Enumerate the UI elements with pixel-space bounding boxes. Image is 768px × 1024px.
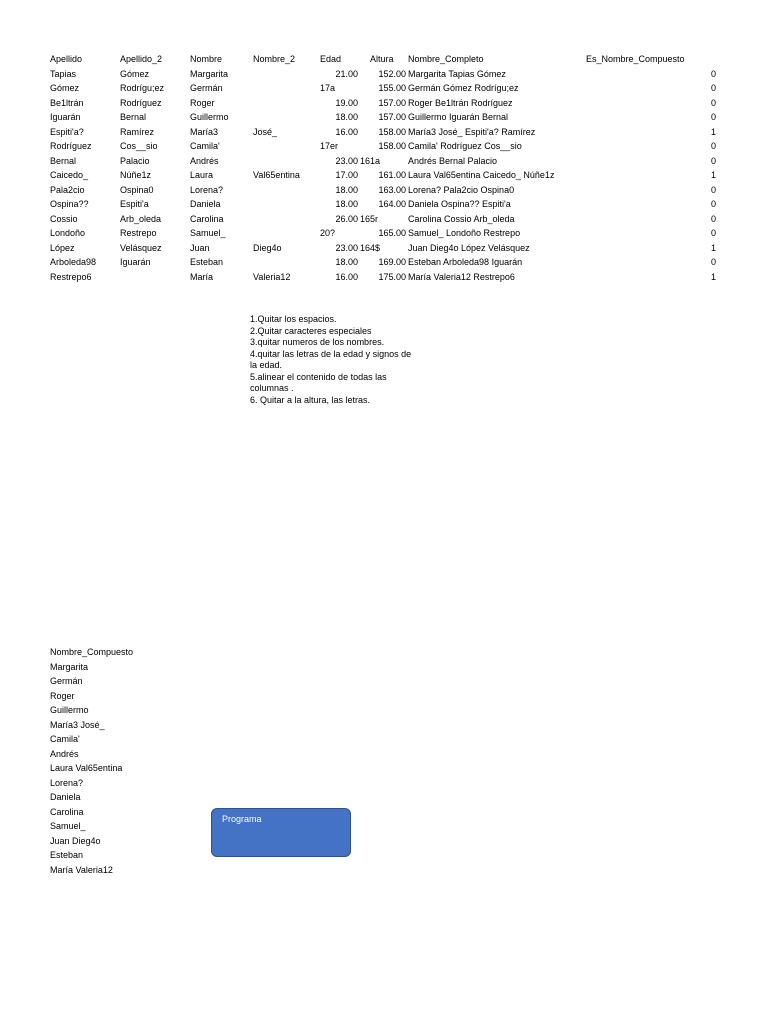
- cell-nombre-2[interactable]: Valeria12: [253, 271, 291, 282]
- cell-nombre[interactable]: María: [190, 271, 214, 282]
- cell-nombre-completo[interactable]: Margarita Tapias Gómez: [408, 68, 506, 79]
- cell-nombre-completo[interactable]: María3 José_ Espiti'a? Ramírez: [408, 126, 536, 137]
- cell-apellido-2[interactable]: Rodrígu;ez: [120, 83, 165, 93]
- cell-apellido[interactable]: Ospina??: [50, 199, 89, 209]
- header-es-nombre-compuesto[interactable]: Es_Nombre_Compuesto: [586, 54, 685, 64]
- spreadsheet-table: [50, 54, 730, 286]
- cell-apellido-2[interactable]: Gómez: [120, 68, 150, 79]
- cell-altura[interactable]: 157.00: [378, 112, 406, 122]
- list-item[interactable]: Roger: [50, 690, 75, 701]
- cell-apellido[interactable]: Caicedo_: [50, 170, 89, 180]
- list-item[interactable]: Camila': [50, 734, 80, 744]
- cell-altura[interactable]: 152.00: [378, 68, 406, 79]
- cell-altura[interactable]: 164.00: [378, 199, 406, 209]
- header-nombre-2[interactable]: Nombre_2: [253, 54, 296, 64]
- cell-altura[interactable]: 157.00: [378, 97, 406, 108]
- cell-nombre[interactable]: Margarita: [190, 68, 229, 79]
- cell-edad[interactable]: 18.00: [335, 184, 358, 195]
- table-row: [50, 185, 730, 200]
- table-row: [50, 272, 730, 287]
- list-item[interactable]: Germán: [50, 676, 83, 686]
- cell-apellido-2[interactable]: Rodríguez: [120, 97, 162, 108]
- list-item[interactable]: Juan Dieg4o: [50, 835, 101, 846]
- cell-es-nombre-compuesto[interactable]: 0: [710, 97, 716, 108]
- cell-apellido-2[interactable]: Ramírez: [120, 126, 155, 137]
- table-row: [50, 156, 730, 171]
- list-item[interactable]: Daniela: [50, 792, 81, 802]
- cell-apellido[interactable]: Be1ltrán: [50, 97, 84, 108]
- list-header[interactable]: Nombre_Compuesto: [50, 647, 134, 657]
- list-item[interactable]: María3 José_: [50, 719, 105, 730]
- list-item[interactable]: María Valeria12: [50, 864, 113, 875]
- cell-apellido[interactable]: Pala2cio: [50, 184, 85, 195]
- list-item[interactable]: Laura Val65entina: [50, 763, 123, 773]
- cell-apellido-2[interactable]: Arb_oleda: [120, 213, 162, 224]
- cell-nombre[interactable]: Camila': [190, 141, 220, 151]
- cell-apellido-2[interactable]: Velásquez: [120, 242, 162, 253]
- table-row: [50, 214, 730, 229]
- cell-edad[interactable]: 18.00: [335, 199, 358, 209]
- cell-apellido[interactable]: Restrepo6: [50, 271, 92, 282]
- cell-edad[interactable]: 23.00: [335, 242, 358, 253]
- cell-nombre[interactable]: Germán: [190, 83, 223, 93]
- cell-altura[interactable]: 165.00: [378, 228, 406, 238]
- table-row: [50, 243, 730, 258]
- cell-nombre[interactable]: Daniela: [190, 199, 221, 209]
- cell-nombre[interactable]: Carolina: [190, 213, 224, 224]
- cell-apellido-2[interactable]: Cos__sio: [120, 141, 158, 151]
- cell-es-nombre-compuesto[interactable]: 1: [710, 242, 716, 253]
- note-line: 2.Quitar caracteres especiales: [250, 325, 372, 336]
- list-item[interactable]: Guillermo: [50, 705, 89, 715]
- cell-apellido[interactable]: Rodríguez: [50, 141, 92, 151]
- cell-nombre-completo[interactable]: Laura Val65entina Caicedo_ Núñe1z: [408, 170, 555, 180]
- cell-altura[interactable]: 163.00: [378, 184, 406, 195]
- cell-nombre-completo[interactable]: Juan Dieg4o López Velásquez: [408, 242, 530, 253]
- cell-altura[interactable]: 155.00: [378, 83, 406, 93]
- cell-apellido[interactable]: Tapias: [50, 68, 77, 79]
- cell-altura[interactable]: 165r: [360, 213, 379, 224]
- cell-apellido-2[interactable]: Núñe1z: [120, 170, 152, 180]
- header-nombre-completo[interactable]: Nombre_Completo: [408, 54, 484, 64]
- cell-es-nombre-compuesto[interactable]: 0: [710, 213, 716, 224]
- cell-es-nombre-compuesto[interactable]: 0: [710, 199, 716, 209]
- cell-apellido-2[interactable]: Palacio: [120, 155, 150, 166]
- cell-nombre-completo[interactable]: Daniela Ospina?? Espiti'a: [408, 199, 511, 209]
- list-item[interactable]: Andrés: [50, 748, 79, 759]
- cell-apellido[interactable]: Cossio: [50, 213, 78, 224]
- cell-nombre[interactable]: María3: [190, 126, 219, 137]
- header-apellido[interactable]: Apellido: [50, 54, 83, 64]
- list-item[interactable]: Carolina: [50, 806, 84, 817]
- header-apellido-2[interactable]: Apellido_2: [120, 54, 163, 64]
- list-item[interactable]: Esteban: [50, 850, 84, 860]
- cell-es-nombre-compuesto[interactable]: 0: [710, 155, 716, 166]
- cell-edad[interactable]: 17er: [320, 141, 339, 151]
- note-line: 4.quitar las letras de la edad y signos de la edad.: [250, 348, 412, 370]
- cell-edad[interactable]: 17a: [320, 83, 336, 93]
- list-item[interactable]: Margarita: [50, 661, 89, 672]
- cell-edad[interactable]: 23.00: [335, 155, 358, 166]
- table-row: [50, 127, 730, 142]
- cell-nombre[interactable]: Juan: [190, 242, 210, 253]
- cell-es-nombre-compuesto[interactable]: 0: [710, 68, 716, 79]
- table-row: [50, 199, 730, 214]
- cell-nombre-completo[interactable]: Guillermo Iguarán Bernal: [408, 112, 509, 122]
- cell-apellido[interactable]: Gómez: [50, 83, 80, 93]
- cell-nombre-completo[interactable]: Roger Be1ltrán Rodríguez: [408, 97, 513, 108]
- cell-nombre[interactable]: Esteban: [190, 257, 224, 267]
- cell-apellido[interactable]: Bernal: [50, 155, 77, 166]
- cell-es-nombre-compuesto[interactable]: 1: [710, 271, 716, 282]
- cell-nombre[interactable]: Lorena?: [190, 184, 224, 195]
- cell-nombre-2[interactable]: Val65entina: [253, 170, 300, 180]
- table-row: [50, 170, 730, 185]
- cell-altura[interactable]: 158.00: [378, 126, 406, 137]
- cell-edad[interactable]: 26.00: [335, 213, 358, 224]
- table-row: [50, 69, 730, 84]
- cell-edad[interactable]: 16.00: [335, 271, 358, 282]
- list-item[interactable]: Lorena?: [50, 777, 84, 788]
- cell-apellido-2[interactable]: Iguarán: [120, 257, 151, 267]
- cell-nombre-completo[interactable]: Andrés Bernal Palacio: [408, 155, 498, 166]
- note-line: 1.Quitar los espacios.: [250, 314, 337, 324]
- cell-edad[interactable]: 18.00: [335, 112, 358, 122]
- cell-es-nombre-compuesto[interactable]: 1: [710, 126, 716, 137]
- instructions-notes: [250, 314, 420, 406]
- cell-es-nombre-compuesto[interactable]: 0: [710, 112, 716, 122]
- table-row: [50, 141, 730, 156]
- cell-altura[interactable]: 158.00: [378, 141, 406, 151]
- cell-apellido-2[interactable]: Bernal: [120, 112, 147, 122]
- cell-nombre-completo[interactable]: Carolina Cossio Arb_oleda: [408, 213, 515, 224]
- cell-edad[interactable]: 16.00: [335, 126, 358, 137]
- cell-altura[interactable]: 161a: [360, 155, 381, 166]
- cell-nombre-completo[interactable]: Esteban Arboleda98 Iguarán: [408, 257, 523, 267]
- cell-edad[interactable]: 19.00: [335, 97, 358, 108]
- cell-nombre[interactable]: Laura: [190, 170, 214, 180]
- cell-apellido[interactable]: Londoño: [50, 228, 86, 238]
- cell-es-nombre-compuesto[interactable]: 1: [710, 170, 716, 180]
- list-item[interactable]: Samuel_: [50, 821, 86, 831]
- cell-altura[interactable]: 161.00: [378, 170, 406, 180]
- cell-nombre[interactable]: Samuel_: [190, 228, 226, 238]
- table-row: [50, 112, 730, 127]
- header-nombre[interactable]: Nombre: [190, 54, 223, 64]
- programa-label: Programa: [222, 814, 262, 824]
- cell-nombre-completo[interactable]: Camila' Rodríguez Cos__sio: [408, 141, 522, 151]
- cell-es-nombre-compuesto[interactable]: 0: [710, 184, 716, 195]
- cell-apellido[interactable]: López: [50, 242, 75, 253]
- cell-edad[interactable]: 17.00: [335, 170, 358, 180]
- table-row: [50, 83, 730, 98]
- note-line: 5.alinear el contenido de todas las columnas .: [250, 371, 387, 393]
- cell-edad[interactable]: 18.00: [335, 257, 358, 267]
- cell-es-nombre-compuesto[interactable]: 0: [710, 141, 716, 151]
- cell-apellido[interactable]: Arboleda98: [50, 257, 97, 267]
- cell-altura[interactable]: 175.00: [378, 271, 406, 282]
- cell-nombre-completo[interactable]: Samuel_ Londoño Restrepo: [408, 228, 521, 238]
- cell-apellido-2[interactable]: Espiti'a: [120, 199, 149, 209]
- cell-nombre[interactable]: Andrés: [190, 155, 219, 166]
- cell-apellido-2[interactable]: Ospina0: [120, 184, 154, 195]
- header-altura[interactable]: Altura: [370, 54, 394, 64]
- cell-apellido-2[interactable]: Restrepo: [120, 228, 157, 238]
- cell-apellido[interactable]: Espiti'a?: [50, 126, 84, 137]
- cell-nombre-completo[interactable]: Germán Gómez Rodrígu;ez: [408, 83, 519, 93]
- cell-apellido[interactable]: Iguarán: [50, 112, 81, 122]
- cell-altura[interactable]: 164$: [360, 242, 381, 253]
- cell-nombre-2[interactable]: Dieg4o: [253, 242, 282, 253]
- header-row: [50, 54, 730, 69]
- table-row: [50, 257, 730, 272]
- nombre-compuesto-list: [50, 647, 133, 879]
- note-line: 6. Quitar a la altura, las letras.: [250, 394, 371, 405]
- cell-altura[interactable]: 169.00: [378, 257, 406, 267]
- cell-edad[interactable]: 21.00: [335, 68, 358, 79]
- cell-nombre-completo[interactable]: María Valeria12 Restrepo6: [408, 271, 515, 282]
- programa-shape[interactable]: [211, 808, 351, 857]
- table-row: [50, 98, 730, 113]
- note-line: 3.quitar numeros de los nombres.: [250, 337, 385, 347]
- cell-edad[interactable]: 20?: [320, 228, 336, 238]
- table-row: [50, 228, 730, 243]
- cell-nombre-completo[interactable]: Lorena? Pala2cio Ospina0: [408, 184, 515, 195]
- header-edad[interactable]: Edad: [320, 54, 342, 64]
- cell-es-nombre-compuesto[interactable]: 0: [710, 228, 716, 238]
- cell-es-nombre-compuesto[interactable]: 0: [710, 83, 716, 93]
- cell-es-nombre-compuesto[interactable]: 0: [710, 257, 716, 267]
- cell-nombre-2[interactable]: José_: [253, 126, 278, 137]
- cell-nombre[interactable]: Roger: [190, 97, 215, 108]
- cell-nombre[interactable]: Guillermo: [190, 112, 229, 122]
